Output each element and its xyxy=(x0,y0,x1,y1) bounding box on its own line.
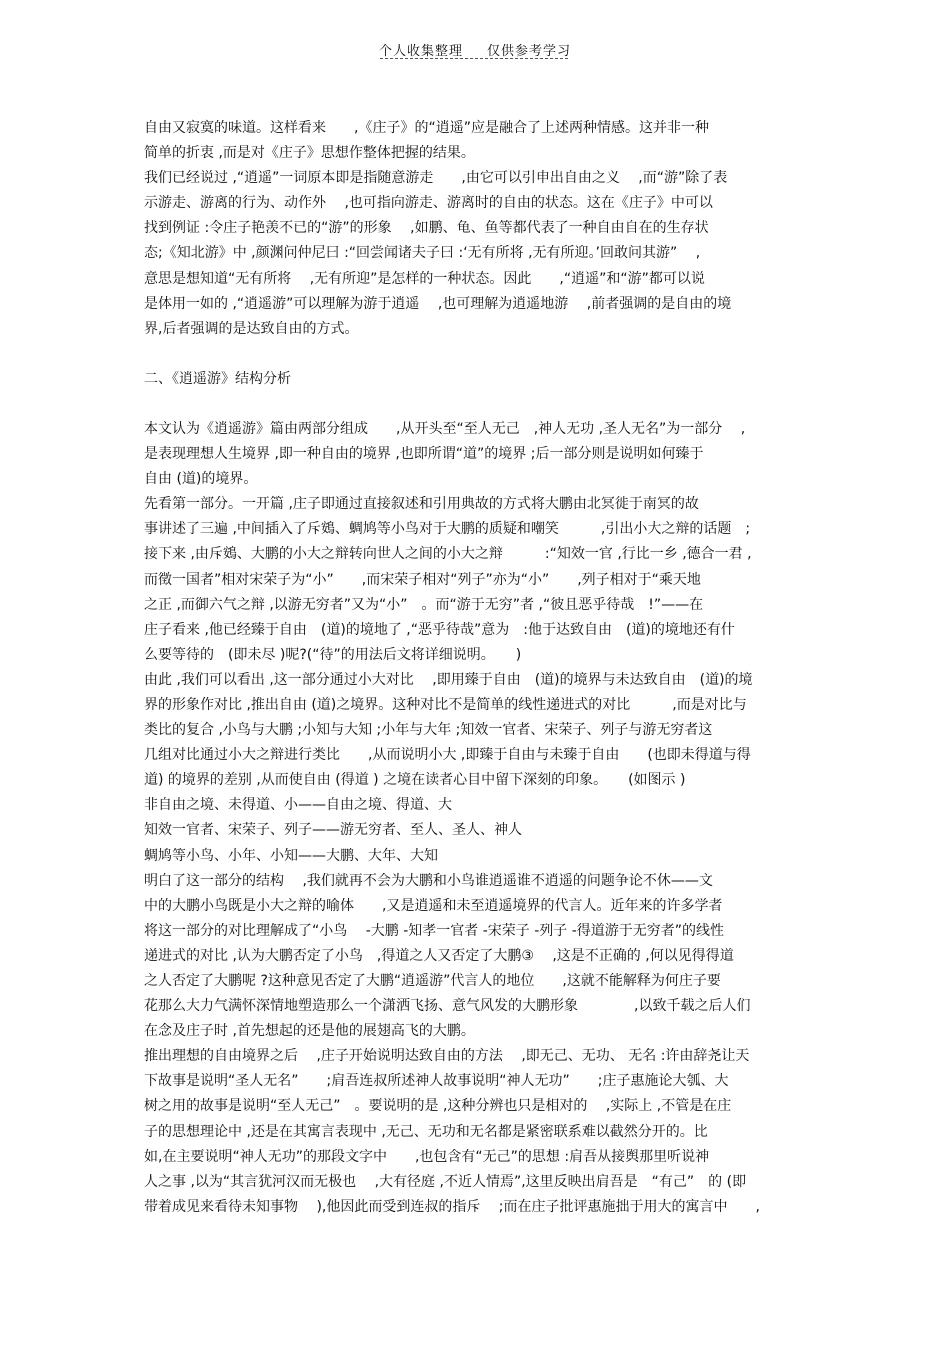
text-line: 示游走、游离的行为、动作外 ,也可指向游走、游离时的自由的状态。这在《庄子》中可以 xyxy=(144,195,713,212)
text-line: 明白了这一部分的结构 ,我们就再不会为大鹏和小鸟谁逍遥谁不逍遥的问题争论不休——文 xyxy=(144,872,713,889)
header-rule xyxy=(380,58,568,59)
text-line: 接下来 ,由斥鴳、大鹏的小大之辩转向世人之间的小大之辩 :“知效一官 ,行比一乡 ,德合一君 , xyxy=(144,546,752,563)
document-body xyxy=(144,116,814,1220)
header-right-text: 仅供参考学习 xyxy=(487,44,572,59)
text-line: 态;《知北游》中 ,颜渊问仲尼曰 :“回尝闻诸夫子曰 :‘无有所将 ,无有所迎。’回敢问其游” , xyxy=(144,245,701,262)
text-line: 将这一部分的对比理解成了“小鸟 -大鹏 -知孝一官者 -宋荣子 -列子 -得道游于无穷者”的线性 xyxy=(144,922,725,939)
text-line: 下故事是说明“圣人无名” ;肩吾连叔所述神人故事说明“神人无功” ;庄子惠施论大瓠、大 xyxy=(144,1073,729,1090)
text-line: 类比的复合 ,小鸟与大鹏 ;小知与大知 ;小年与大年 ;知效一官者、宋荣子、列子与游无穷者这 xyxy=(144,722,713,739)
text-line: 意思是想知道“无有所将 ,无有所迎”是怎样的一种状态。因此 ,“逍遥”和“游”都可以说 xyxy=(144,270,705,287)
text-line: 我们已经说过 ,“逍遥”一词原本即是指随意游走 ,由它可以引申出自由之义 ,而“游”除了表 xyxy=(144,170,728,187)
text-line: 界,后者强调的是达致自由的方式。 xyxy=(144,320,359,337)
text-line: 如,在主要说明“神人无功”的那段文字中 ,也包含有“无己”的思想 :肩吾从接舆那里听说神 xyxy=(144,1148,710,1165)
page-header xyxy=(0,40,950,59)
text-line: 是表现理想人生境界 ,即一种自由的境界 ,也即所谓“道”的境界 ;后一部分则是说明如何臻于 xyxy=(144,446,704,463)
text-line: 在念及庄子时 ,首先想起的还是他的展翅高飞的大鹏。 xyxy=(144,1023,475,1040)
text-line: 找到例证 :令庄子艳羡不已的“游”的形象 ,如鹏、龟、鱼等都代表了一种自由自在的生存状 xyxy=(144,220,709,237)
text-line: 几组对比通过小大之辩进行类比 ,从而说明小大 ,即臻于自由与未臻于自由 (也即未得道与得 xyxy=(144,747,751,764)
text-line: 之人否定了大鹏呢 ?这种意见否定了大鹏“逍遥游”代言人的地位 ,这就不能解释为何庄子要 xyxy=(144,973,721,989)
text-line: 事讲述了三遍 ,中间插入了斥鴳、蜩鸠等小鸟对于大鹏的质疑和嘲笑 ,引出小大之辩的话题 ; xyxy=(144,521,751,538)
text-line: 非自由之境、未得道、小——自由之境、得道、大 xyxy=(144,797,452,814)
text-line: 花那么大力气满怀深情地塑造那么一个潇洒飞扬、意气风发的大鹏形象 ,以致千载之后人们 xyxy=(144,998,751,1015)
text-line: 推出理想的自由境界之后 ,庄子开始说明达致自由的方法 ,即无己、无功、 无名 :许由辞尧让天 xyxy=(144,1048,750,1065)
text-line: 蜩鸠等小鸟、小年、小知——大鹏、大年、大知 xyxy=(144,847,438,864)
spacer xyxy=(144,342,814,367)
text-line: 么要等待的 (即未尽 )呢?(“待”的用法后文将详细说明。 ) xyxy=(144,646,522,663)
text-line: 树之用的故事是说明“至人无己” 。要说明的是 ,这种分辨也只是相对的 ,实际上 ,不管是在庄 xyxy=(144,1098,732,1115)
spacer xyxy=(144,392,814,417)
text-line: 人之事 ,以为“其言犹河汉而无极也 ,大有径庭 ,不近人情焉”,这里反映出肩吾是 “有己” 的 (即 xyxy=(144,1173,747,1190)
text-line: 子的思想理论中 ,还是在其寓言表现中 ,无己、无功和无名都是紧密联系难以截然分开的。比 xyxy=(144,1123,708,1140)
text-line: 中的大鹏小鸟既是小大之辩的喻体 ,又是逍遥和未至逍遥境界的代言人。近年来的许多学者 xyxy=(144,897,723,914)
text-line: 自由又寂寞的味道。这样看来 ,《庄子》的“逍遥”应是融合了上述两种情感。这并非一种 xyxy=(144,120,709,136)
text-line: 之正 ,而御六气之辩 ,以游无穷者”又为“小” 。而“游于无穷”者 ,“彼且恶乎待哉 !”——在 xyxy=(144,596,704,613)
paragraph-block-1 xyxy=(144,116,814,342)
section-heading: 二、《逍遥游》结构分析 xyxy=(144,370,291,387)
text-line: 由此 ,我们可以看出 ,这一部分通过小大对比 ,即用臻于自由 (道)的境界与未达致自由 (道)的境 xyxy=(144,671,753,688)
text-line: 道) 的境界的差别 ,从而使自由 (得道 ) 之境在读者心目中留下深刻的印象。 (如图示 ) xyxy=(144,772,686,789)
text-line: 庄子看来 ,他已经臻于自由 (道)的境地了 ,“恶乎待哉”意为 :他于达致自由 (道)的境地还有什 xyxy=(144,621,735,638)
header-left-text: 个人收集整理 xyxy=(378,44,463,59)
text-line: 自由 (道)的境界。 xyxy=(144,471,258,488)
text-line: 知效一官者、宋荣子、列子——游无穷者、至人、圣人、神人 xyxy=(144,822,522,839)
text-line: 带着成见来看待未知事物 ),他因此而受到连叔的指斥 ;而在庄子批评惠施拙于用大的寓言中 , xyxy=(144,1198,760,1215)
text-line: 界的形象作对比 ,推出自由 (道)之境界。这种对比不是简单的线性递进式的对比 ,而是对比与 xyxy=(144,696,747,713)
text-line: 递进式的对比 ,认为大鹏否定了小鸟 ,得道之人又否定了大鹏③ ,这是不正确的 ,何以见得得道 xyxy=(144,947,734,964)
text-line: 是体用一如的 ,“逍遥游”可以理解为游于逍遥 ,也可理解为逍遥地游 ,前者强调的是自由的境 xyxy=(144,295,732,312)
text-line: 先看第一部分。一开篇 ,庄子即通过直接叙述和引用典故的方式将大鹏由北冥徙于南冥的故 xyxy=(144,496,699,513)
text-line: 简单的折衷 ,而是对《庄子》思想作整体把握的结果。 xyxy=(144,145,475,162)
text-line: 而徵一国者”相对宋荣子为“小” ,而宋荣子相对“列子”亦为“小” ,列子相对于“乘天地 xyxy=(144,571,701,588)
paragraph-block-2 xyxy=(144,417,814,1220)
text-line: 本文认为《逍遥游》篇由两部分组成 ,从开头至“至人无己 ,神人无功 ,圣人无名”为一部分 , xyxy=(144,420,746,437)
